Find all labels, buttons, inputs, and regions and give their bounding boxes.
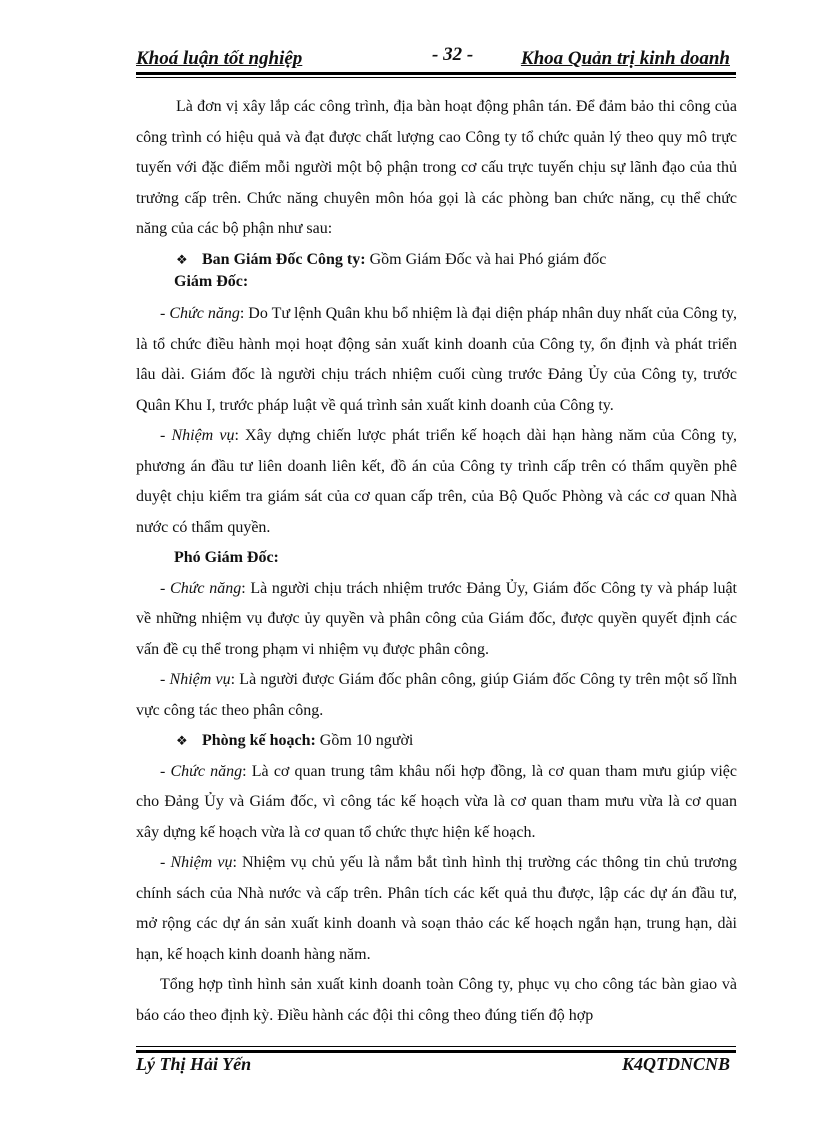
label-nhiem-vu: Nhiệm vụ xyxy=(171,427,235,444)
paragraph-kh-nhiem-vu: - Nhiệm vụ: Nhiệm vụ chủ yếu là nắm bắt tình hình thị trường các thông tin chủ trương chính sách của Nhà nước và cấp trên. Phân tích các kết quả thu được, lập các dự án đầu tư, mở rộng các dự án sản xuất kinh doanh và soạn thảo các kế hoạch ngắn hạn, trung hạn, dài hạn, kế hoạch kinh doanh hàng năm. xyxy=(136,854,738,963)
diamond-bullet-icon: ❖ xyxy=(176,251,188,267)
paragraph-gd-chuc-nang: - Chức năng: Do Tư lệnh Quân khu bổ nhiệm là đại diện pháp nhân duy nhất của Công ty, là tổ chức điều hành mọi hoạt động sản xuất kinh doanh của Công ty, ổn định và phát triển lâu dài. Giám đốc là người chịu trách nhiệm cuối cùng trước Đảng Ủy của Công ty, trước Quân Khu I, trước pháp luật về quá trình sản xuất kinh doanh của Công ty. xyxy=(136,305,738,414)
bullet-text: Gồm Giám Đốc và hai Phó giám đốc xyxy=(365,250,607,268)
subheading-pho-giam-doc: Phó Giám Đốc: xyxy=(174,549,279,566)
subheading-giam-doc: Giám Đốc: xyxy=(174,273,249,290)
page-number: - 32 - xyxy=(432,44,474,65)
bullet-item-phong-ke-hoach xyxy=(136,726,737,757)
page-body xyxy=(136,92,737,1031)
header-thesis-title: Khoá luận tốt nghiệp xyxy=(136,48,303,69)
paragraph-text: : Do Tư lệnh Quân khu bổ nhiệm là đại diện pháp nhân duy nhất của Công ty, là tổ chức điều hành mọi hoạt động sản xuất kinh doanh của Công ty, ổn định và phát triển lâu dài. Giám đốc là người chịu trách nhiệm cuối cùng trước Đảng Ủy của Công ty, trước Quân Khu I, trước pháp luật về quá trình sản xuất kinh doanh của Công ty. xyxy=(136,305,738,414)
header-rule-thick xyxy=(136,72,736,75)
bullet-title: Ban Giám Đốc Công ty: xyxy=(202,250,366,268)
label-chuc-nang: Chức năng xyxy=(170,762,243,780)
paragraph-kh-chuc-nang: - Chức năng: Là cơ quan trung tâm khâu nối hợp đồng, là cơ quan tham mưu giúp việc cho Đảng Ủy và Giám đốc, vì công tác kế hoạch vừa là cơ quan tham mưu vừa là cơ quan xây dựng kế hoạch vừa là cơ quan tổ chức thực hiện kế hoạch. xyxy=(136,762,738,841)
footer-rule-thick xyxy=(136,1050,736,1053)
label-chuc-nang: Chức năng xyxy=(169,305,240,322)
footer-author: Lý Thị Hải Yến xyxy=(136,1054,252,1074)
footer-rule-thin xyxy=(136,1046,736,1047)
paragraph-tong-hop: Tổng hợp tình hình sản xuất kinh doanh toàn Công ty, phục vụ cho công tác bàn giao và báo cáo theo định kỳ. Điều hành các đội thi công theo đúng tiến độ hợp xyxy=(136,976,737,1024)
page-footer xyxy=(136,1054,736,1078)
paragraph-text: : Là người được Giám đốc phân công, giúp Giám đốc Công ty trên một số lĩnh vực công tác theo phân công. xyxy=(136,671,738,719)
footer-class-code: K4QTDNCNB xyxy=(621,1054,730,1074)
paragraph-text: : Là cơ quan trung tâm khâu nối hợp đồng, là cơ quan tham mưu giúp việc cho Đảng Ủy và Giám đốc, vì công tác kế hoạch vừa là cơ quan tham mưu vừa là cơ quan xây dựng kế hoạch vừa là cơ quan tổ chức thực hiện kế hoạch. xyxy=(136,762,738,841)
label-nhiem-vu: Nhiệm vụ xyxy=(169,671,231,688)
header-faculty: Khoa Quản trị kinh doanh xyxy=(520,48,730,69)
paragraph-text: : Nhiệm vụ chủ yếu là nắm bắt tình hình thị trường các thông tin chủ trương chính sách của Nhà nước và cấp trên. Phân tích các kết quả thu được, lập các dự án đầu tư, mở rộng các dự án sản xuất kinh doanh và soạn thảo các kế hoạch ngắn hạn, trung hạn, dài hạn, kế hoạch kinh doanh hàng năm. xyxy=(136,854,738,963)
label-chuc-nang: Chức năng xyxy=(170,579,242,597)
paragraph-gd-nhiem-vu: - Nhiệm vụ: Xây dựng chiến lược phát triển kế hoạch dài hạn hàng năm của Công ty, phương án đầu tư liên doanh liên kết, đồ án của Công ty trình cấp trên có thẩm quyền phê duyệt chịu kiểm tra giám sát của cơ quan cấp trên, của Bộ Quốc Phòng và các cơ quan Nhà nước có thẩm quyền. xyxy=(136,427,738,536)
page-header xyxy=(136,44,736,70)
paragraph-pgd-chuc-nang: - Chức năng: Là người chịu trách nhiệm trước Đảng Ủy, Giám đốc Công ty và pháp luật về những nhiệm vụ được ủy quyền và phân công của Giám đốc, được quyền quyết định các vấn đề cụ thể trong phạm vi nhiệm vụ được phân công. xyxy=(136,579,738,658)
diamond-bullet-icon: ❖ xyxy=(176,733,188,748)
paragraph-intro: Là đơn vị xây lắp các công trình, địa bàn hoạt động phân tán. Để đảm bảo thi công của công trình có hiệu quả và đạt được chất lượng cao Công ty tổ chức quản lý theo quy mô trực tuyến với đặc điểm mỗi người một bộ phận trong cơ cấu trực tuyến chịu sự lãnh đạo của thủ trưởng cấp trên. Chức năng chuyên môn hóa gọi là các phòng ban chức năng, cụ thể chức năng của các bộ phận như sau: xyxy=(136,98,737,237)
bullet-text: Gồm 10 người xyxy=(315,732,414,749)
bullet-title: Phòng kế hoạch: xyxy=(202,732,316,749)
paragraph-pgd-nhiem-vu: - Nhiệm vụ: Là người được Giám đốc phân công, giúp Giám đốc Công ty trên một số lĩnh vực công tác theo phân công. xyxy=(136,671,738,719)
paragraph-text: : Là người chịu trách nhiệm trước Đảng Ủy, Giám đốc Công ty và pháp luật về những nhiệm vụ được ủy quyền và phân công của Giám đốc, được quyền quyết định các vấn đề cụ thể trong phạm vi nhiệm vụ được phân công. xyxy=(136,579,738,658)
paragraph-text: : Xây dựng chiến lược phát triển kế hoạch dài hạn hàng năm của Công ty, phương án đầu tư liên doanh liên kết, đồ án của Công ty trình cấp trên có thẩm quyền phê duyệt chịu kiểm tra giám sát của cơ quan cấp trên, của Bộ Quốc Phòng và các cơ quan Nhà nước có thẩm quyền. xyxy=(136,427,738,536)
label-nhiem-vu: Nhiệm vụ xyxy=(170,854,233,871)
header-rule-thin xyxy=(136,77,736,78)
